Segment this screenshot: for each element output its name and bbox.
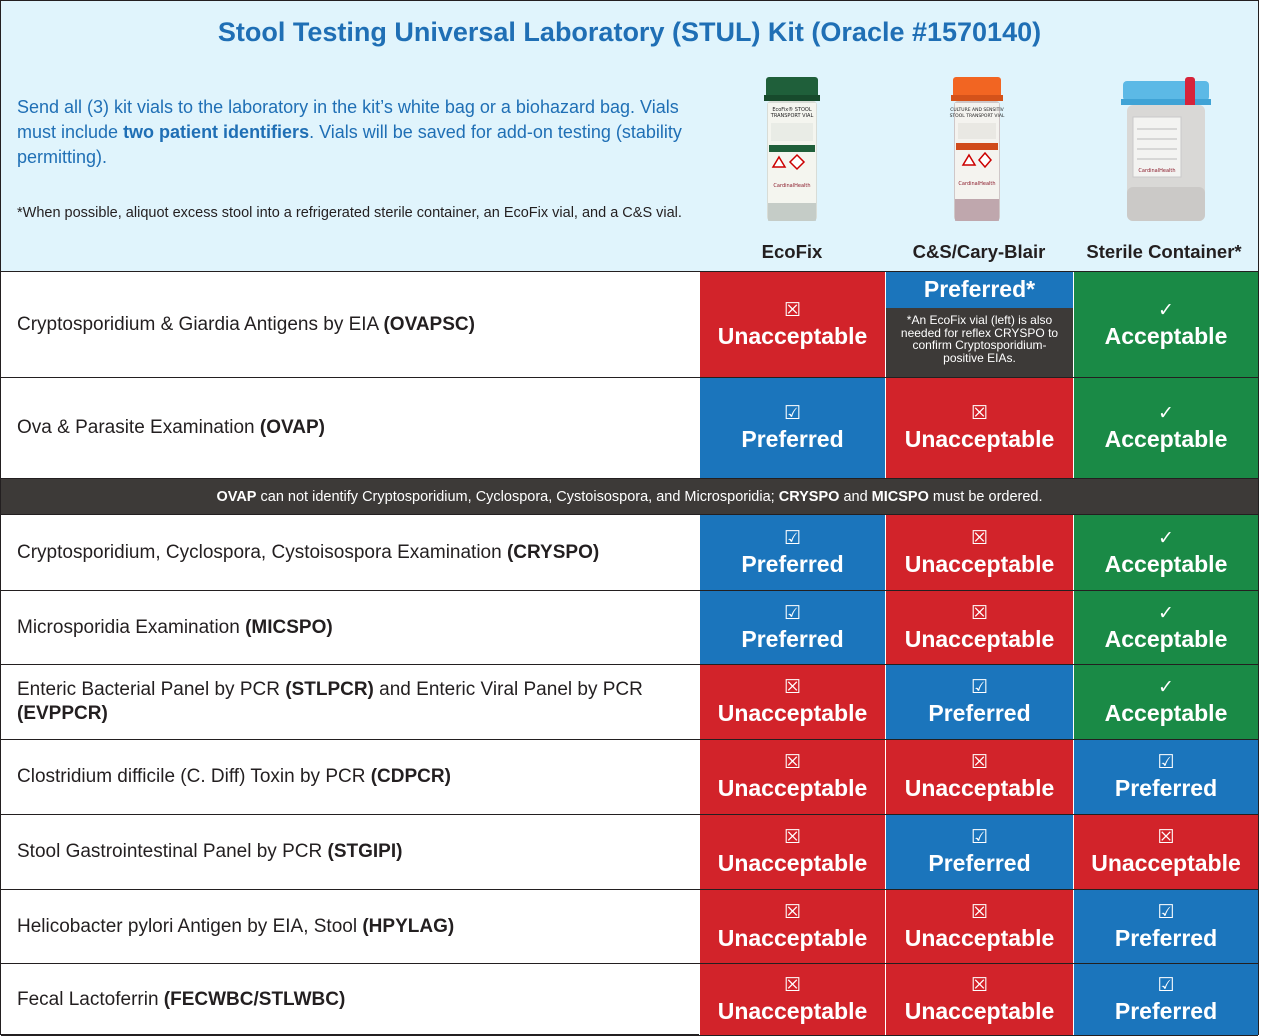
test-name-text bbox=[17, 541, 599, 565]
test-name bbox=[17, 515, 687, 590]
status-cell-unacceptable bbox=[1073, 815, 1258, 889]
test-name-text bbox=[17, 616, 333, 640]
status-cell-unacceptable bbox=[699, 665, 885, 739]
sterile-container-image bbox=[1119, 77, 1213, 225]
test-name-text bbox=[17, 765, 451, 789]
test-name bbox=[17, 964, 687, 1035]
intro-part1: Send all (3) kit vials to the laboratory in the kit’s white bag or a biohazard bag. Vials must include bbox=[17, 97, 679, 142]
status-cell-unacceptable bbox=[885, 378, 1073, 478]
status-label: Acceptable bbox=[1104, 426, 1228, 452]
status-cell-unacceptable bbox=[699, 890, 885, 963]
status-label: Preferred* bbox=[886, 272, 1073, 308]
table-row bbox=[1, 591, 1258, 665]
status-cell-unacceptable bbox=[699, 272, 885, 377]
banner-text-3: must be ordered. bbox=[928, 489, 1043, 505]
status-label: Unacceptable bbox=[717, 322, 868, 349]
status-label: Unacceptable bbox=[717, 924, 868, 951]
checkbox-x-icon: ☒ bbox=[783, 752, 802, 773]
checkbox-x-icon: ☒ bbox=[970, 602, 989, 624]
banner-text-1: can not identify Cryptosporidium, Cyclospora, Cystoisospora, and Microsporidia; bbox=[256, 489, 779, 505]
test-name bbox=[17, 740, 687, 814]
order-code: (CRYSPO) bbox=[506, 541, 600, 563]
page-title: Stool Testing Universal Laboratory (STUL) Kit (Oracle #1570140) bbox=[217, 17, 1042, 47]
checkbox-x-icon: ☒ bbox=[783, 827, 802, 848]
test-label: Cryptosporidium & Giardia Antigens by EIA bbox=[17, 313, 384, 335]
status-label: Unacceptable bbox=[1091, 850, 1241, 876]
column-header-cs-cary-blair: C&S/Cary-Blair bbox=[912, 241, 1046, 262]
status-cell-acceptable bbox=[1073, 378, 1258, 478]
test-name-text bbox=[17, 840, 402, 864]
test-name bbox=[17, 815, 687, 889]
test-label: Enteric Bacterial Panel by PCR bbox=[17, 679, 286, 700]
status-label: Unacceptable bbox=[717, 700, 868, 726]
status-cell-preferred bbox=[885, 665, 1073, 739]
svg-text:EcoFix® STOOL: EcoFix® STOOL bbox=[772, 107, 812, 113]
checkbox-x-icon: ☒ bbox=[1157, 827, 1175, 848]
status-label: Acceptable bbox=[1104, 550, 1228, 577]
intro-bold: two patient identifiers bbox=[123, 122, 310, 142]
test-label: Microsporidia Examination bbox=[17, 616, 246, 638]
test-name-text bbox=[17, 988, 345, 1012]
order-code: (FECWBC/STLWBC) bbox=[163, 988, 346, 1010]
status-label: Preferred bbox=[928, 850, 1031, 876]
status-cell-preferred bbox=[699, 515, 885, 590]
svg-text:CardinalHealth: CardinalHealth bbox=[773, 183, 811, 189]
status-label: Preferred bbox=[741, 426, 844, 452]
status-label: Preferred bbox=[928, 700, 1031, 726]
status-label: Unacceptable bbox=[904, 625, 1055, 652]
checkmark-icon: ✓ bbox=[1158, 527, 1174, 549]
order-code: (MICSPO) bbox=[245, 616, 333, 638]
status-label: Preferred bbox=[741, 625, 844, 652]
test-label: Fecal Lactoferrin bbox=[17, 988, 164, 1010]
status-label: Unacceptable bbox=[904, 924, 1055, 951]
checkbox-checked-icon: ☑ bbox=[783, 527, 802, 549]
status-label: Acceptable bbox=[1104, 700, 1228, 726]
test-name-text bbox=[17, 915, 454, 939]
order-code: (CDPCR) bbox=[370, 766, 451, 787]
checkbox-checked-icon: ☑ bbox=[970, 827, 989, 848]
table-row bbox=[1, 890, 1258, 964]
order-code: (OVAPSC) bbox=[383, 313, 475, 335]
svg-text:TRANSPORT VIAL: TRANSPORT VIAL bbox=[770, 113, 814, 119]
column-header-ecofix: EcoFix bbox=[761, 241, 823, 262]
checkbox-checked-icon: ☑ bbox=[783, 602, 802, 624]
status-label: Unacceptable bbox=[717, 850, 868, 876]
test-label: Ova & Parasite Examination bbox=[17, 417, 260, 438]
status-cell-unacceptable bbox=[885, 740, 1073, 814]
status-label: Preferred bbox=[1114, 775, 1218, 801]
checkbox-x-icon: ☒ bbox=[970, 752, 989, 773]
status-label: Acceptable bbox=[1104, 625, 1228, 652]
svg-text:CardinalHealth: CardinalHealth bbox=[958, 181, 996, 187]
test-label: Cryptosporidium, Cyclospora, Cystoisospora Examination bbox=[17, 541, 507, 563]
checkbox-x-icon: ☒ bbox=[783, 677, 802, 698]
test-name bbox=[17, 665, 687, 739]
banner-code-micspo: MICSPO bbox=[871, 489, 929, 505]
checkbox-x-icon: ☒ bbox=[970, 527, 989, 549]
table-row bbox=[1, 272, 1258, 378]
intro-part2: . Vials will be saved for add-on testing (stability permitting). bbox=[17, 122, 682, 167]
test-label: Helicobacter pylori Antigen by EIA, Stool bbox=[17, 915, 363, 937]
checkbox-x-icon: ☒ bbox=[970, 403, 989, 424]
column-header-sterile-container: Sterile Container* bbox=[1086, 241, 1242, 262]
checkbox-x-icon: ☒ bbox=[970, 974, 989, 996]
test-label: Stool Gastrointestinal Panel by PCR bbox=[17, 841, 328, 862]
status-cell-preferred bbox=[1073, 964, 1258, 1035]
checkmark-icon: ✓ bbox=[1158, 403, 1174, 424]
status-cell-acceptable bbox=[1073, 591, 1258, 664]
checkbox-checked-icon: ☑ bbox=[1157, 974, 1175, 996]
status-cell-acceptable bbox=[1073, 665, 1258, 739]
test-name-text bbox=[17, 678, 687, 726]
test-name bbox=[17, 378, 687, 478]
order-code: (OVAP) bbox=[259, 417, 325, 438]
intro-text bbox=[17, 95, 697, 170]
test-name bbox=[17, 890, 687, 963]
status-label: Preferred bbox=[1114, 924, 1218, 951]
table-row bbox=[1, 964, 1258, 1036]
checkbox-checked-icon: ☑ bbox=[970, 677, 989, 698]
checkbox-checked-icon: ☑ bbox=[783, 403, 802, 424]
svg-text:STOOL TRANSPORT VIAL: STOOL TRANSPORT VIAL bbox=[949, 114, 1005, 119]
status-cell-preferred bbox=[1073, 740, 1258, 814]
table-row bbox=[1, 378, 1258, 479]
test-name bbox=[17, 272, 687, 377]
checkmark-icon: ✓ bbox=[1158, 299, 1174, 321]
checkmark-icon: ✓ bbox=[1158, 602, 1174, 624]
table-row bbox=[1, 740, 1258, 815]
status-cell-split bbox=[885, 272, 1073, 377]
status-cell-unacceptable bbox=[885, 890, 1073, 963]
svg-text:CardinalHealth: CardinalHealth bbox=[1138, 168, 1176, 174]
ecofix-vial-image bbox=[759, 75, 825, 225]
cs-vial-image bbox=[947, 75, 1007, 225]
status-label: Unacceptable bbox=[904, 426, 1055, 452]
test-label: and Enteric Viral Panel by PCR bbox=[373, 679, 643, 700]
status-label: Unacceptable bbox=[717, 997, 868, 1024]
banner-code-cryspo: CRYSPO bbox=[778, 489, 840, 505]
checkmark-icon: ✓ bbox=[1158, 677, 1174, 698]
status-cell-unacceptable bbox=[885, 964, 1073, 1035]
order-code: (STGIPI) bbox=[327, 841, 403, 862]
order-code: (HPYLAG) bbox=[362, 915, 455, 937]
test-name-text bbox=[17, 416, 325, 440]
checkbox-x-icon: ☒ bbox=[783, 299, 802, 321]
checkbox-checked-icon: ☑ bbox=[1157, 901, 1175, 923]
status-cell-unacceptable bbox=[885, 515, 1073, 590]
status-label: Preferred bbox=[741, 550, 844, 577]
test-name-text bbox=[17, 313, 475, 337]
status-label: Acceptable bbox=[1104, 322, 1228, 349]
status-label: Unacceptable bbox=[904, 550, 1055, 577]
status-label: Unacceptable bbox=[904, 775, 1055, 801]
order-code: (EVPPCR) bbox=[17, 703, 108, 724]
table-row bbox=[1, 515, 1258, 591]
svg-text:CULTURE AND SENSITIV: CULTURE AND SENSITIV bbox=[950, 108, 1004, 113]
status-label: Unacceptable bbox=[904, 997, 1055, 1024]
test-label: Clostridium difficile (C. Diff) Toxin by PCR bbox=[17, 766, 371, 787]
status-cell-preferred bbox=[1073, 890, 1258, 963]
status-cell-preferred bbox=[885, 815, 1073, 889]
status-cell-acceptable bbox=[1073, 515, 1258, 590]
table-row bbox=[1, 665, 1258, 740]
checkbox-x-icon: ☒ bbox=[783, 901, 802, 923]
checkbox-checked-icon: ☑ bbox=[1157, 752, 1175, 773]
checkbox-x-icon: ☒ bbox=[783, 974, 802, 996]
status-cell-unacceptable bbox=[699, 815, 885, 889]
status-cell-preferred bbox=[699, 591, 885, 664]
status-label: Preferred bbox=[1114, 997, 1218, 1024]
reflex-note: *An EcoFix vial (left) is also needed for reflex CRYSPO to confirm Cryptosporidium-positive EIAs. bbox=[886, 308, 1073, 377]
aliquot-note: *When possible, aliquot excess stool into a refrigerated sterile container, an EcoFix vial, and a C&S vial. bbox=[17, 205, 682, 221]
table-row bbox=[1, 815, 1258, 890]
header-panel bbox=[1, 1, 1258, 272]
ovap-limitation-banner bbox=[1, 479, 1258, 515]
status-cell-unacceptable bbox=[885, 591, 1073, 664]
checkbox-x-icon: ☒ bbox=[970, 901, 989, 923]
order-code: (STLPCR) bbox=[285, 679, 374, 700]
status-label: Unacceptable bbox=[717, 775, 868, 801]
test-name bbox=[17, 591, 687, 664]
status-cell-preferred bbox=[699, 378, 885, 478]
status-cell-unacceptable bbox=[699, 740, 885, 814]
status-cell-unacceptable bbox=[699, 964, 885, 1035]
status-cell-acceptable bbox=[1073, 272, 1258, 377]
banner-code-ovap: OVAP bbox=[216, 489, 257, 505]
banner-text-2: and bbox=[839, 489, 872, 505]
